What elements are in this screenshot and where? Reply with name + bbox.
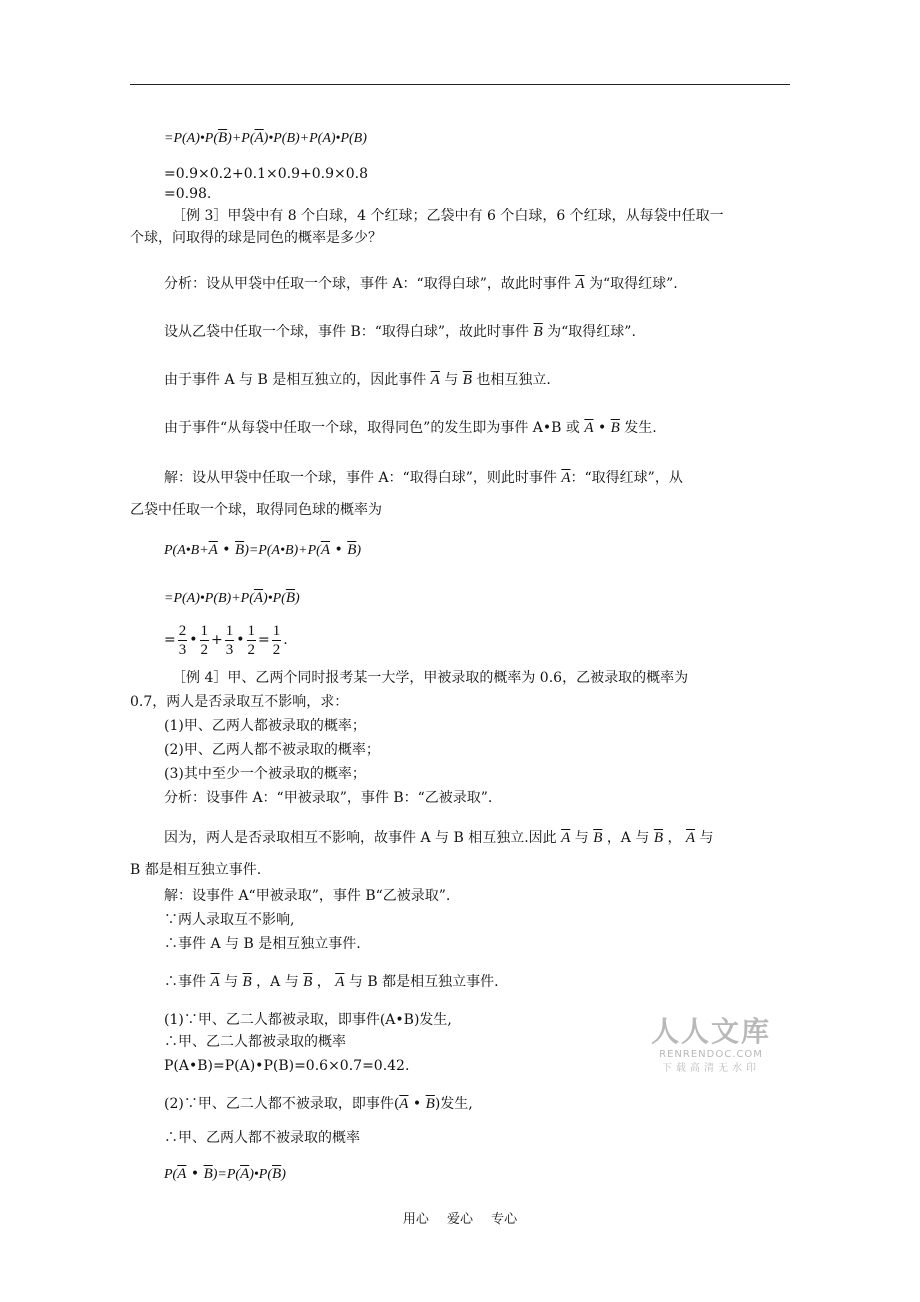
fraction: $\frac{1}{3}$: [225, 622, 234, 658]
solution-line: ∴甲、乙二人都被录取的概率: [164, 1034, 346, 1050]
solution-line: ∴事件 $\overline{A}$ 与 $\overline{B}$ ，A 与 $\overline{B}$ ， $\overline{A}$ 与 B 都是相互独立事件.: [164, 974, 499, 990]
solution-line: ∵两人录取互不影响,: [164, 912, 295, 928]
solution-line: 乙袋中任取一个球，取得同色球的概率为: [130, 502, 382, 518]
fraction: $\frac{2}{3}$: [178, 622, 187, 658]
fraction: $\frac{1}{2}$: [247, 622, 255, 658]
equation-line: $P(A•B+\overline{A}$ • $\overline{B})=P(A•B)+P(\overline{A}$ • $\overline{B}$): [164, 542, 362, 558]
example-4-statement: ［例 4］甲、乙两个同时报考某一大学，甲被录取的概率为 0.6，乙被录取的概率为: [172, 670, 689, 686]
example-3-statement-cont: 个球，问取得的球是同色的概率是多少？: [130, 230, 382, 246]
solution-line: ∴甲、乙两人都不被录取的概率: [164, 1130, 360, 1146]
equation-line: $P(\overline{A}$ • $\overline{B})=P(\overline{A})•P(\overline{B})$: [164, 1166, 286, 1182]
fraction: $\frac{1}{2}$: [272, 622, 281, 658]
solution-line: ∴事件 A 与 B 是相互独立事件.: [164, 936, 361, 952]
fraction-equation: = $\frac{2}{3}$ • $\frac{1}{2}$ + $\frac{1}{3}$ • $\frac{1}{2}$ = $\frac{1}{2}$ .: [164, 622, 288, 658]
analysis-line: 设从乙袋中任取一个球，事件 B：“取得白球”，故此时事件 $\overline{B}$ 为“取得红球”.: [164, 324, 636, 340]
question-item: (1)甲、乙两人都被录取的概率；: [164, 718, 366, 734]
question-item: (3)其中至少一个被录取的概率；: [164, 766, 366, 782]
solution-line: (1)∵甲、乙二人都被录取，即事件(A•B)发生,: [164, 1012, 452, 1028]
question-item: (2)甲、乙两人都不被录取的概率；: [164, 742, 380, 758]
equation-line: $=P(A)•P(B)+P(\overline{A})•P(\overline{B})$: [164, 590, 300, 606]
solution-line: (2)∵甲、乙二人都不被录取，即事件($\overline{A}$ • $\overline{B}$)发生,: [164, 1096, 473, 1112]
watermark-title: 人人文库: [650, 1015, 771, 1048]
analysis-line: 由于事件 A 与 B 是相互独立的，因此事件 $\overline{A}$ 与 $\overline{B}$ 也相互独立.: [164, 372, 551, 388]
analysis-line: B 都是相互独立事件.: [130, 862, 262, 878]
page-footer: 用心 爱心 专心: [402, 1212, 518, 1227]
watermark-logo: [648, 1016, 774, 1076]
solution-line: 解：设事件 A“甲被录取”，事件 B“乙被录取”.: [164, 888, 451, 904]
equation-line: P(A•B)=P(A)•P(B)=0.6×0.7=0.42.: [164, 1058, 410, 1074]
analysis-line: 分析：设事件 A：“甲被录取”，事件 B：“乙被录取”.: [164, 790, 493, 806]
watermark-slogan: 下载高清无水印: [662, 1063, 760, 1074]
analysis-line: 分析：设从甲袋中任取一个球，事件 A：“取得白球”，故此时事件 $\overline{A}$ 为“取得红球”.: [164, 276, 678, 292]
fraction: $\frac{1}{2}$: [200, 622, 208, 658]
example-3-statement: ［例 3］甲袋中有 8 个白球，4 个红球；乙袋中有 6 个白球，6 个红球，从每袋中任取一: [172, 208, 724, 224]
watermark-domain: RENRENDOC.COM: [659, 1049, 763, 1060]
equation-line: $=P(A)•P(\overline{B})+P(\overline{A})•P(B)+P(A)•P(B)$: [164, 130, 367, 146]
solution-line: 解：设从甲袋中任取一个球，事件 A：“取得白球”，则此时事件 $\overline{A}$：“取得红球”，从: [164, 470, 683, 486]
header-rule: [130, 84, 790, 85]
equation-line: =0.9×0.2+0.1×0.9+0.9×0.8: [164, 166, 368, 182]
equation-line: =0.98.: [164, 186, 212, 202]
analysis-line: 因为，两人是否录取相互不影响，故事件 A 与 B 相互独立.因此 $\overline{A}$ 与 $\overline{B}$ ，A 与 $\overline{B}$ ， $\overline{A}$ 与: [164, 830, 714, 846]
analysis-line: 由于事件“从每袋中任取一个球，取得同色”的发生即为事件 A•B 或 $\overline{A}$ • $\overline{B}$ 发生.: [164, 420, 657, 436]
example-4-statement-cont: 0.7，两人是否录取互不影响，求：: [130, 694, 349, 710]
